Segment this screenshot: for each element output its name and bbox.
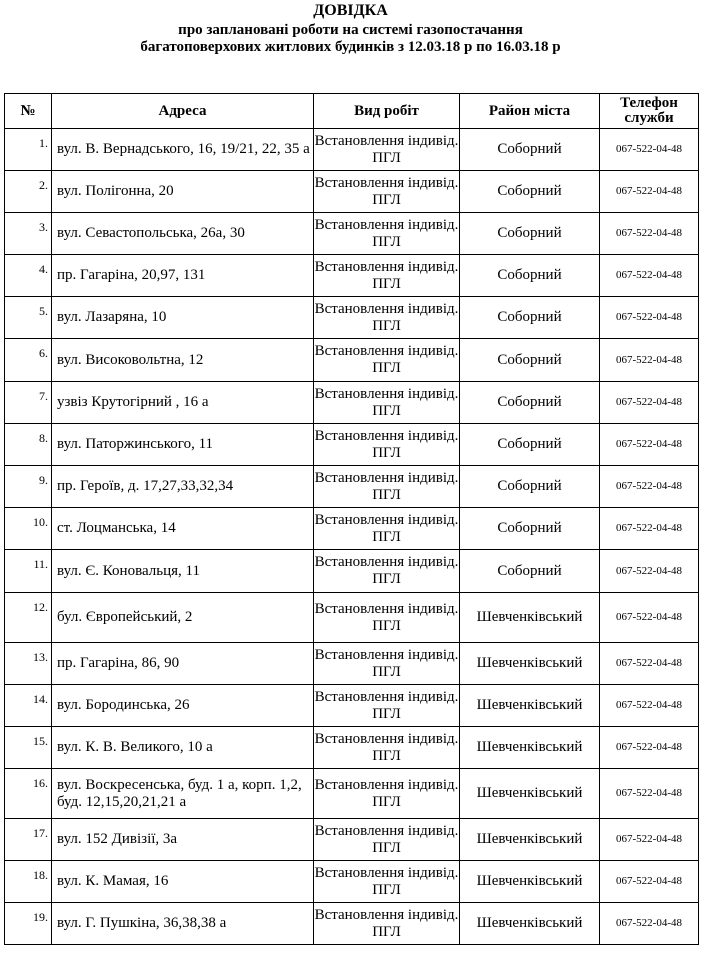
row-work-type: Встановлення індивід. ПГЛ <box>314 466 460 508</box>
row-phone: 067-522-04-48 <box>600 727 699 769</box>
row-number: 2. <box>5 171 52 213</box>
row-number: 16. <box>5 769 52 819</box>
table-row <box>5 171 699 213</box>
row-address: вул. Воскресенська, буд. 1 а, корп. 1,2, буд. 12,15,20,21,21 а <box>52 769 314 819</box>
row-address: вул. Севастопольська, 26а, 30 <box>52 213 314 255</box>
row-work-type: Встановлення індивід. ПГЛ <box>314 769 460 819</box>
row-district: Шевченківський <box>460 593 600 643</box>
row-phone: 067-522-04-48 <box>600 171 699 213</box>
row-district: Соборний <box>460 508 600 550</box>
row-address: пр. Гагаріна, 20,97, 131 <box>52 255 314 297</box>
row-phone: 067-522-04-48 <box>600 424 699 466</box>
row-phone: 067-522-04-48 <box>600 819 699 861</box>
row-district: Шевченківський <box>460 861 600 903</box>
row-district: Шевченківський <box>460 643 600 685</box>
row-work-type: Встановлення індивід. ПГЛ <box>314 382 460 424</box>
row-phone: 067-522-04-48 <box>600 129 699 171</box>
row-work-type: Встановлення індивід. ПГЛ <box>314 424 460 466</box>
row-address: вул. Високовольтна, 12 <box>52 339 314 382</box>
table-row <box>5 382 699 424</box>
row-district: Соборний <box>460 213 600 255</box>
row-district: Шевченківський <box>460 819 600 861</box>
row-number: 8. <box>5 424 52 466</box>
row-address: ст. Лоцманська, 14 <box>52 508 314 550</box>
table-row <box>5 727 699 769</box>
row-district: Соборний <box>460 550 600 593</box>
table-row <box>5 550 699 593</box>
row-phone: 067-522-04-48 <box>600 466 699 508</box>
row-district: Шевченківський <box>460 769 600 819</box>
row-district: Соборний <box>460 129 600 171</box>
row-phone: 067-522-04-48 <box>600 643 699 685</box>
row-phone: 067-522-04-48 <box>600 213 699 255</box>
row-district: Шевченківський <box>460 727 600 769</box>
row-phone: 067-522-04-48 <box>600 508 699 550</box>
row-address: вул. 152 Дивізії, 3а <box>52 819 314 861</box>
row-address: бул. Європейський, 2 <box>52 593 314 643</box>
table-row <box>5 213 699 255</box>
row-number: 14. <box>5 685 52 727</box>
table-row <box>5 508 699 550</box>
row-phone: 067-522-04-48 <box>600 297 699 339</box>
row-address: вул. К. Мамая, 16 <box>52 861 314 903</box>
row-number: 11. <box>5 550 52 593</box>
works-table <box>4 93 699 945</box>
row-phone: 067-522-04-48 <box>600 593 699 643</box>
column-header-address: Адреса <box>52 94 314 129</box>
row-work-type: Встановлення індивід. ПГЛ <box>314 727 460 769</box>
column-header-work-type: Вид робіт <box>314 94 460 129</box>
row-district: Шевченківський <box>460 685 600 727</box>
column-header-phone: Телефон служби <box>600 94 699 129</box>
row-work-type: Встановлення індивід. ПГЛ <box>314 861 460 903</box>
row-number: 17. <box>5 819 52 861</box>
row-work-type: Встановлення індивід. ПГЛ <box>314 903 460 945</box>
row-number: 4. <box>5 255 52 297</box>
column-header-number: № <box>5 94 52 129</box>
row-address: пр. Героїв, д. 17,27,33,32,34 <box>52 466 314 508</box>
table-header-row <box>5 94 699 129</box>
row-address: пр. Гагаріна, 86, 90 <box>52 643 314 685</box>
table-row <box>5 466 699 508</box>
row-address: вул. Бородинська, 26 <box>52 685 314 727</box>
row-district: Шевченківський <box>460 903 600 945</box>
row-district: Соборний <box>460 297 600 339</box>
row-address: вул. Г. Пушкіна, 36,38,38 а <box>52 903 314 945</box>
row-number: 1. <box>5 129 52 171</box>
row-work-type: Встановлення індивід. ПГЛ <box>314 129 460 171</box>
row-work-type: Встановлення індивід. ПГЛ <box>314 508 460 550</box>
document-subtitle-line-1: про заплановані роботи на системі газопостачання <box>178 22 523 38</box>
table-row <box>5 424 699 466</box>
table-row <box>5 819 699 861</box>
table-row <box>5 903 699 945</box>
table-row <box>5 593 699 643</box>
row-phone: 067-522-04-48 <box>600 861 699 903</box>
row-number: 9. <box>5 466 52 508</box>
table-row <box>5 769 699 819</box>
row-work-type: Встановлення індивід. ПГЛ <box>314 643 460 685</box>
row-work-type: Встановлення індивід. ПГЛ <box>314 213 460 255</box>
row-number: 5. <box>5 297 52 339</box>
table-row <box>5 861 699 903</box>
row-phone: 067-522-04-48 <box>600 255 699 297</box>
row-address: вул. Лазаряна, 10 <box>52 297 314 339</box>
row-phone: 067-522-04-48 <box>600 339 699 382</box>
table-row <box>5 685 699 727</box>
row-address: вул. В. Вернадського, 16, 19/21, 22, 35 а <box>52 129 314 171</box>
row-number: 15. <box>5 727 52 769</box>
row-phone: 067-522-04-48 <box>600 903 699 945</box>
row-phone: 067-522-04-48 <box>600 685 699 727</box>
row-district: Соборний <box>460 424 600 466</box>
document-title: ДОВІДКА <box>313 2 388 19</box>
row-number: 19. <box>5 903 52 945</box>
row-phone: 067-522-04-48 <box>600 769 699 819</box>
row-address: вул. Є. Коновальця, 11 <box>52 550 314 593</box>
row-address: вул. К. В. Великого, 10 а <box>52 727 314 769</box>
table-row <box>5 643 699 685</box>
row-number: 6. <box>5 339 52 382</box>
row-work-type: Встановлення індивід. ПГЛ <box>314 297 460 339</box>
row-address: вул. Полігонна, 20 <box>52 171 314 213</box>
row-district: Соборний <box>460 255 600 297</box>
row-work-type: Встановлення індивід. ПГЛ <box>314 593 460 643</box>
table-row <box>5 255 699 297</box>
column-header-district: Район міста <box>460 94 600 129</box>
document-subtitle-line-2: багатоповерхових житлових будинків з 12.03.18 р по 16.03.18 р <box>140 39 561 55</box>
row-work-type: Встановлення індивід. ПГЛ <box>314 550 460 593</box>
table-row <box>5 297 699 339</box>
row-address: узвіз Крутогірний , 16 а <box>52 382 314 424</box>
row-district: Соборний <box>460 466 600 508</box>
row-number: 3. <box>5 213 52 255</box>
row-work-type: Встановлення індивід. ПГЛ <box>314 685 460 727</box>
row-phone: 067-522-04-48 <box>600 550 699 593</box>
row-number: 7. <box>5 382 52 424</box>
row-work-type: Встановлення індивід. ПГЛ <box>314 819 460 861</box>
table-row <box>5 129 699 171</box>
row-district: Соборний <box>460 339 600 382</box>
row-number: 10. <box>5 508 52 550</box>
row-address: вул. Паторжинського, 11 <box>52 424 314 466</box>
row-number: 12. <box>5 593 52 643</box>
row-district: Соборний <box>460 171 600 213</box>
row-work-type: Встановлення індивід. ПГЛ <box>314 255 460 297</box>
row-phone: 067-522-04-48 <box>600 382 699 424</box>
row-work-type: Встановлення індивід. ПГЛ <box>314 171 460 213</box>
row-number: 18. <box>5 861 52 903</box>
row-work-type: Встановлення індивід. ПГЛ <box>314 339 460 382</box>
row-district: Соборний <box>460 382 600 424</box>
row-number: 13. <box>5 643 52 685</box>
table-row <box>5 339 699 382</box>
